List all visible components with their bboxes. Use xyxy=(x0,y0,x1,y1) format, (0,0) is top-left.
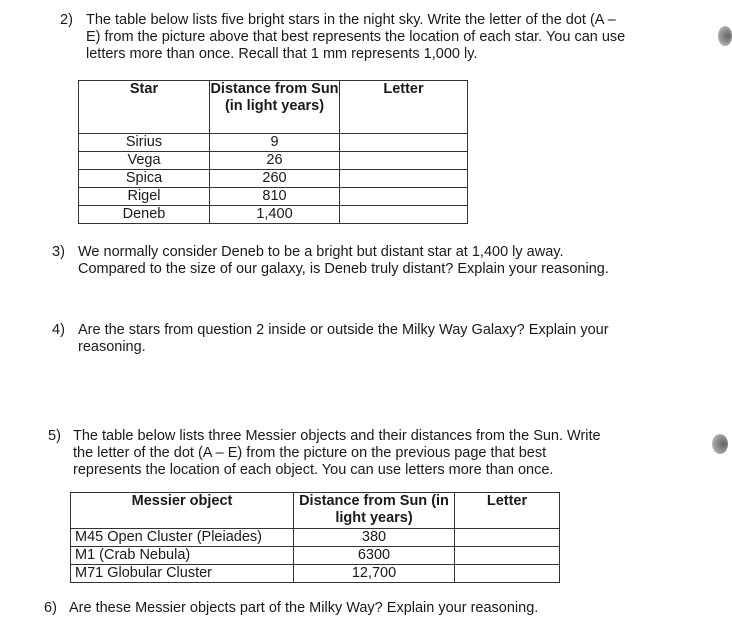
question-3 xyxy=(52,244,692,284)
question-6 xyxy=(44,600,684,620)
letter-cell[interactable] xyxy=(340,170,468,188)
letter-cell[interactable] xyxy=(340,134,468,152)
star-name: Sirius xyxy=(79,134,210,152)
question-text: We normally consider Deneb to be a bright but distant star at 1,400 ly away. Compared to the size of our galaxy, is Deneb truly distant? Explain your reasoning. xyxy=(78,244,609,277)
table-row xyxy=(79,188,468,206)
object-name: M45 Open Cluster (Pleiades) xyxy=(71,529,294,547)
question-text: Are these Messier objects part of the Milky Way? Explain your reasoning. xyxy=(69,600,539,616)
letter-cell[interactable] xyxy=(340,206,468,224)
answer-space[interactable] xyxy=(78,286,678,318)
table-row xyxy=(79,170,468,188)
letter-cell[interactable] xyxy=(455,547,560,565)
question-5 xyxy=(48,428,698,482)
star-distance: 9 xyxy=(210,134,340,152)
table-row xyxy=(71,565,560,583)
star-distance: 260 xyxy=(210,170,340,188)
header-distance: Distance from Sun (in light years) xyxy=(210,81,340,134)
punch-hole-top xyxy=(718,26,732,46)
table-row xyxy=(79,206,468,224)
punch-hole-middle xyxy=(712,434,728,454)
object-distance: 380 xyxy=(294,529,455,547)
question-text: The table below lists five bright stars in the night sky. Write the letter of the dot (A – E) from the picture above that best represents the location of each star. You can use letters more than once. Recall that 1 mm represents 1,000 ly. xyxy=(86,12,626,62)
object-distance: 6300 xyxy=(294,547,455,565)
table-row xyxy=(79,134,468,152)
answer-space[interactable] xyxy=(78,364,678,420)
question-number: 4) xyxy=(52,322,65,338)
stars-table xyxy=(78,80,468,224)
table-row xyxy=(71,547,560,565)
question-text: The table below lists three Messier objects and their distances from the Sun. Write the letter of the dot (A – E) from the picture on the previous page that best represents the location of each object. You can use letters more than once. xyxy=(73,428,601,478)
letter-cell[interactable] xyxy=(455,529,560,547)
star-distance: 26 xyxy=(210,152,340,170)
object-distance: 12,700 xyxy=(294,565,455,583)
question-number: 6) xyxy=(44,600,57,616)
object-name: M1 (Crab Nebula) xyxy=(71,547,294,565)
question-4 xyxy=(52,322,692,362)
header-star: Star xyxy=(79,81,210,134)
star-name: Vega xyxy=(79,152,210,170)
star-distance: 1,400 xyxy=(210,206,340,224)
header-letter: Letter xyxy=(455,493,560,529)
question-number: 3) xyxy=(52,244,65,260)
header-messier-object: Messier object xyxy=(71,493,294,529)
question-2 xyxy=(60,12,700,72)
table-header-row xyxy=(79,81,468,134)
star-name: Spica xyxy=(79,170,210,188)
letter-cell[interactable] xyxy=(340,188,468,206)
messier-table xyxy=(70,492,560,583)
table-row xyxy=(71,529,560,547)
question-number: 5) xyxy=(48,428,61,444)
header-letter: Letter xyxy=(340,81,468,134)
question-text: Are the stars from question 2 inside or outside the Milky Way Galaxy? Explain your reasoning. xyxy=(78,322,609,355)
star-distance: 810 xyxy=(210,188,340,206)
object-name: M71 Globular Cluster xyxy=(71,565,294,583)
letter-cell[interactable] xyxy=(340,152,468,170)
letter-cell[interactable] xyxy=(455,565,560,583)
table-header-row xyxy=(71,493,560,529)
star-name: Rigel xyxy=(79,188,210,206)
star-name: Deneb xyxy=(79,206,210,224)
header-distance: Distance from Sun (in light years) xyxy=(294,493,455,529)
question-number: 2) xyxy=(60,12,73,28)
table-row xyxy=(79,152,468,170)
